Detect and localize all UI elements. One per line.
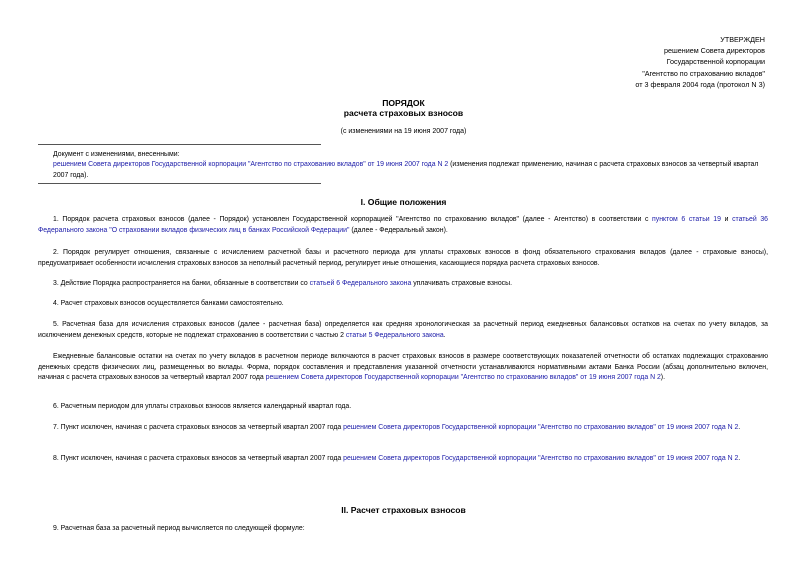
paragraph-text: и bbox=[720, 216, 733, 223]
law-link[interactable]: статьи 5 Федерального закона bbox=[345, 331, 444, 339]
amendment-text: (изменения подлежат применению, начиная с расчета страховых взносов за четвертый квартал 2007 года). bbox=[53, 161, 759, 179]
paragraph-text: 9. Расчетная база за расчетный период вычисляется по следующей формуле: bbox=[53, 525, 305, 532]
section-heading-1: I. Общие положения bbox=[360, 197, 447, 207]
amendment-intro: Документ с изменениями, внесенными: bbox=[53, 151, 180, 158]
paragraph-3 bbox=[38, 279, 768, 290]
approval-line: от 3 февраля 2004 года (протокол N 3) bbox=[635, 79, 765, 89]
divider-bottom bbox=[38, 183, 321, 184]
paragraph-text: . bbox=[738, 424, 741, 431]
approval-line: Государственной корпорации bbox=[666, 57, 765, 67]
approval-line: "Агентство по страхованию вкладов" bbox=[642, 68, 765, 78]
paragraph-text: . bbox=[738, 455, 741, 462]
paragraph-8 bbox=[38, 454, 768, 465]
paragraph-text: 2. Порядок регулирует отношения, связанные с исчислением расчетной базы и расчетного периода для уплаты страховых взносов в фонд обязательного страхования вкладов (далее - страховые взносы), предусматривает особенности исчисления страховых взносов за неполный расчетный период, регулирует иные отношения, касающиеся порядка расчета страховых взносов. bbox=[38, 249, 768, 267]
paragraph-text: ). bbox=[660, 374, 666, 381]
approval-line: решением Совета директоров bbox=[663, 46, 765, 56]
law-link[interactable]: статьей 36 Федерального закона "О страховании вкладов физических лиц в банках Российской Федерации" bbox=[38, 216, 768, 234]
document-subtitle: расчета страховых взносов bbox=[343, 108, 464, 118]
paragraph-text: 3. Действие Порядка распространяется на банки, обязанные в соответствии со bbox=[53, 280, 310, 287]
paragraph-text: (далее - Федеральный закон). bbox=[349, 226, 448, 234]
amendment-link[interactable]: решением Совета директоров Государственной корпорации "Агентство по страхованию вкладов" от 19 июня 2007 года N 2 bbox=[53, 161, 449, 169]
decision-link[interactable]: решением Совета директоров Государственной корпорации "Агентство по страхованию вкладов" от 19 июня 2007 года N 2 bbox=[343, 455, 739, 462]
paragraph-text: . bbox=[443, 331, 446, 339]
approval-block bbox=[505, 34, 765, 90]
paragraph-text: 7. Пункт исключен, начиная с расчета страховых взносов за четвертый квартал 2007 года bbox=[53, 424, 344, 431]
paragraph-text: 4. Расчет страховых взносов осуществляется банками самостоятельно. bbox=[53, 300, 284, 307]
paragraph-5 bbox=[38, 320, 768, 341]
paragraph-text: 1. Порядок расчета страховых взносов (далее - Порядок) установлен Государственной корпорацией "Агентство по страхованию вкладов" (далее - Агентство) в соответствии с bbox=[53, 216, 653, 223]
paragraph-5-extra bbox=[38, 352, 768, 384]
paragraph-text: Ежедневные балансовые остатки на счетах по учету вкладов в расчетном периоде включаются в расчет страховых взносов в размере соответствующих показателей отчетности об остатках подлежащих страхованию денежных средств физических лиц, размещенных во вклады. Форма, порядок составления и представления указанной отчетности устанавливаются нормативными актами Банка России (абзац дополнительно включен, начиная с расчета страховых взносов за четвертый квартал 2007 года bbox=[38, 353, 768, 381]
paragraph-9 bbox=[38, 524, 768, 535]
law-link[interactable]: пунктом 6 статьи 19 bbox=[652, 216, 721, 223]
paragraph-4 bbox=[38, 299, 768, 310]
paragraph-7 bbox=[38, 423, 768, 434]
paragraph-2 bbox=[38, 248, 768, 269]
paragraph-text: 8. Пункт исключен, начиная с расчета страховых взносов за четвертый квартал 2007 года bbox=[53, 455, 344, 462]
divider-top bbox=[38, 144, 321, 145]
section-heading-2: II. Расчет страховых взносов bbox=[341, 505, 466, 515]
paragraph-1 bbox=[38, 215, 768, 236]
decision-link[interactable]: решением Совета директоров Государственной корпорации "Агентство по страхованию вкладов" от 19 июня 2007 года N 2 bbox=[343, 424, 739, 431]
edition-note: (с изменениями на 19 июня 2007 года) bbox=[340, 128, 467, 135]
amendment-info bbox=[53, 150, 768, 181]
paragraph-6 bbox=[38, 402, 768, 413]
law-link[interactable]: статьей 6 Федерального закона bbox=[309, 280, 412, 287]
paragraph-text: 5. Расчетная база для исчисления страховых взносов (далее - расчетная база) определяется как средняя хронологическая за расчетный период ежедневных балансовых остатков на счетах по учету вкладов, за исключением денежных средств, которые не подлежат страхованию в соответствии с частью 2 bbox=[38, 321, 768, 339]
approval-line: УТВЕРЖДЕН bbox=[720, 35, 765, 44]
paragraph-text: уплачивать страховые взносы. bbox=[411, 280, 512, 287]
paragraph-text: 6. Расчетным периодом для уплаты страховых взносов является календарный квартал года. bbox=[53, 403, 352, 410]
document-title: ПОРЯДОК bbox=[382, 98, 425, 108]
decision-link[interactable]: решением Совета директоров Государственной корпорации "Агентство по страхованию вкладов" от 19 июня 2007 года N 2 bbox=[265, 374, 661, 381]
